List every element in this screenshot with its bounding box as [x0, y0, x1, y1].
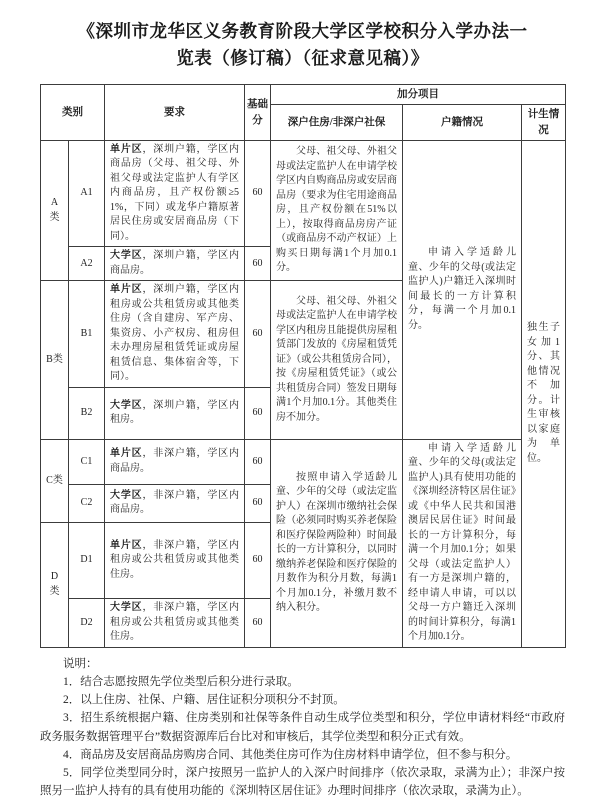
cell-requirement-b2	[105, 387, 245, 439]
cell-household-ab	[403, 140, 522, 439]
requirement-text: ，深圳户籍，学区内商品房。	[110, 250, 240, 276]
requirement-lead: 单片区	[110, 143, 143, 155]
requirement-lead: 大学区	[110, 489, 143, 501]
cell-requirement-d2	[105, 599, 245, 648]
cell-housing-a	[271, 140, 403, 281]
cell-requirement-a2	[105, 247, 245, 281]
cell-code-a2: A2	[69, 247, 105, 281]
header-category: 类别	[41, 85, 105, 141]
header-family-planning: 计生情况	[522, 105, 566, 140]
requirement-text: ，深圳户籍，学区内商品房（父母、祖父母、外祖父母或法定监护人有学区内商品房，且产权份额≥51%，下同）或龙华户籍原著居民住房或安居商品房（下同）。	[110, 143, 240, 242]
cell-requirement-a1	[105, 140, 245, 247]
note-item-5: 5．同学位类型同分时，深户按照另一监护人的入深户时间排序（依次录取，录满为止）；非深户按照另一监护人持有的具有使用功能的《深圳特区居住证》办理时间排序（依次录取，录满为止）。	[40, 766, 565, 797]
cell-base-a1: 60	[245, 140, 271, 247]
note-item-3: 3．招生系统根据户籍、住房类别和社保等条件自动生成学位类型和积分，学位申请材料经“市政府政务服务数据管理平台”数据资源库后台比对和审核后，其学位类型和积分正式有效。	[40, 712, 565, 743]
cell-code-d1: D1	[69, 522, 105, 599]
social-cd-text: 按照申请入学适龄儿童、少年的父母（或法定监护人）在深圳市缴纳社会保险（必须同时购买养老保险和医疗保险两险种）时间最长的一方计算积分，以同时缴纳养老保险和医疗保险的月数作为积分月数，每满1个月加0.1分，补缴月数不纳入积分。	[276, 471, 397, 614]
cell-base-d1: 60	[245, 522, 271, 599]
cell-base-b1: 60	[245, 281, 271, 388]
family-planning-text: 独生子女加1分、其他情况不加分。计生审核以家庭为单位。	[527, 322, 561, 464]
cell-household-cd	[403, 439, 522, 647]
requirement-text: ，非深户籍，学区内租房或公共租赁房或其他类住房。	[110, 539, 240, 580]
cell-base-c1: 60	[245, 439, 271, 484]
notes-section	[40, 655, 565, 800]
cell-social-cd	[271, 439, 403, 647]
header-bonus-group: 加分项目	[271, 85, 566, 105]
cell-category-a: A类	[41, 140, 69, 281]
cell-category-d: D类	[41, 522, 69, 647]
household-cd-text: 申请入学适龄儿童、少年的父母(或法定监护人)具有使用功能的《深圳经济特区居住证》或《中华人民共和国港澳居民居住证》时间最长的一方计算积分，每满一个月加0.1分；如果父母（或法定监护人）有一方是深圳户籍的，经申请人申请，可以以父母一方户籍迁入深圳的时间计算积分，每满1个月加0.1分。	[408, 442, 516, 643]
header-household: 户籍情况	[403, 105, 522, 140]
cell-requirement-b1	[105, 281, 245, 388]
requirement-text: ，非深户籍，学区内租房或公共租赁房或其他类住房。	[110, 602, 240, 643]
requirement-lead: 单片区	[110, 448, 143, 460]
header-requirement: 要求	[105, 85, 245, 141]
requirement-lead: 单片区	[110, 539, 143, 551]
cell-category-b: B类	[41, 281, 69, 440]
cell-code-a1: A1	[69, 140, 105, 247]
table-row-a1	[41, 140, 566, 247]
cell-code-c1: C1	[69, 439, 105, 484]
housing-b-text: 父母、祖父母、外祖父母或法定监护人在申请学校学区内租房且能提供房屋租赁部门发放的《房屋租赁凭证》（或公共租赁房合同），按《房屋租赁凭证》（或公共租赁房合同）签发日期每满1个月加0.1分。其他类住房不加分。	[276, 295, 397, 423]
requirement-text: ，深圳户籍，学区内租房。	[110, 399, 240, 426]
notes-label: 说明：	[63, 657, 98, 670]
cell-code-b2: B2	[69, 387, 105, 439]
requirement-text: ，非深户籍，学区内商品房。	[110, 489, 240, 516]
requirement-lead: 大学区	[110, 399, 143, 411]
requirement-text: ，深圳户籍，学区内租房或公共租赁房或其他类住房（含自建房、军产房、集资房、小产权房、租房但未办理房屋租赁凭证或房屋租赁信息、集体宿舍等，下同）。	[110, 284, 240, 383]
note-item-2: 2．以上住房、社保、户籍、居住证积分项积分不封顶。	[63, 694, 345, 707]
header-base-score: 基础分	[245, 85, 271, 141]
housing-a-text: 父母、祖父母、外祖父母或法定监护人在申请学校学区内自购商品房或安居商品房（要求为住宅用途商品房，且产权份额在51%以上），按取得商品房房产证（或商品房不动产权证）上购买日期每满1个月加0.1分。	[276, 146, 397, 274]
header-housing-social: 深户住房/非深户社保	[271, 105, 403, 140]
note-item-4: 4．商品房及安居商品房购房合同、其他类住房可作为住房材料申请学位，但不参与积分。	[63, 748, 518, 761]
cell-requirement-c2	[105, 484, 245, 522]
note-item-1: 1．结合志愿按照先学位类型后积分进行录取。	[63, 676, 299, 689]
cell-base-c2: 60	[245, 484, 271, 522]
requirement-lead: 大学区	[110, 250, 143, 262]
requirement-text: ，非深户籍，学区内商品房。	[110, 448, 240, 474]
document-title: 《深圳市龙华区义务教育阶段大学区学校积分入学办法一览表（修订稿）（征求意见稿）》	[77, 21, 528, 69]
cell-category-c: C类	[41, 439, 69, 522]
cell-requirement-c1	[105, 439, 245, 484]
cell-code-c2: C2	[69, 484, 105, 522]
cell-base-b2: 60	[245, 387, 271, 439]
cell-code-b1: B1	[69, 281, 105, 388]
cell-base-d2: 60	[245, 599, 271, 648]
cell-code-d2: D2	[69, 599, 105, 648]
points-table	[40, 84, 566, 648]
requirement-lead: 单片区	[110, 284, 143, 296]
cell-family-planning	[522, 140, 566, 647]
cell-housing-b	[271, 281, 403, 440]
household-ab-text: 申请入学适龄儿童、少年的父母(或法定监护人)户籍迁入深圳时间最长的一方计算积分，每满一个月加0.1分。	[408, 247, 516, 331]
cell-requirement-d1	[105, 522, 245, 599]
cell-base-a2: 60	[245, 247, 271, 281]
table-row-c1	[41, 439, 566, 484]
requirement-lead: 大学区	[110, 602, 143, 614]
